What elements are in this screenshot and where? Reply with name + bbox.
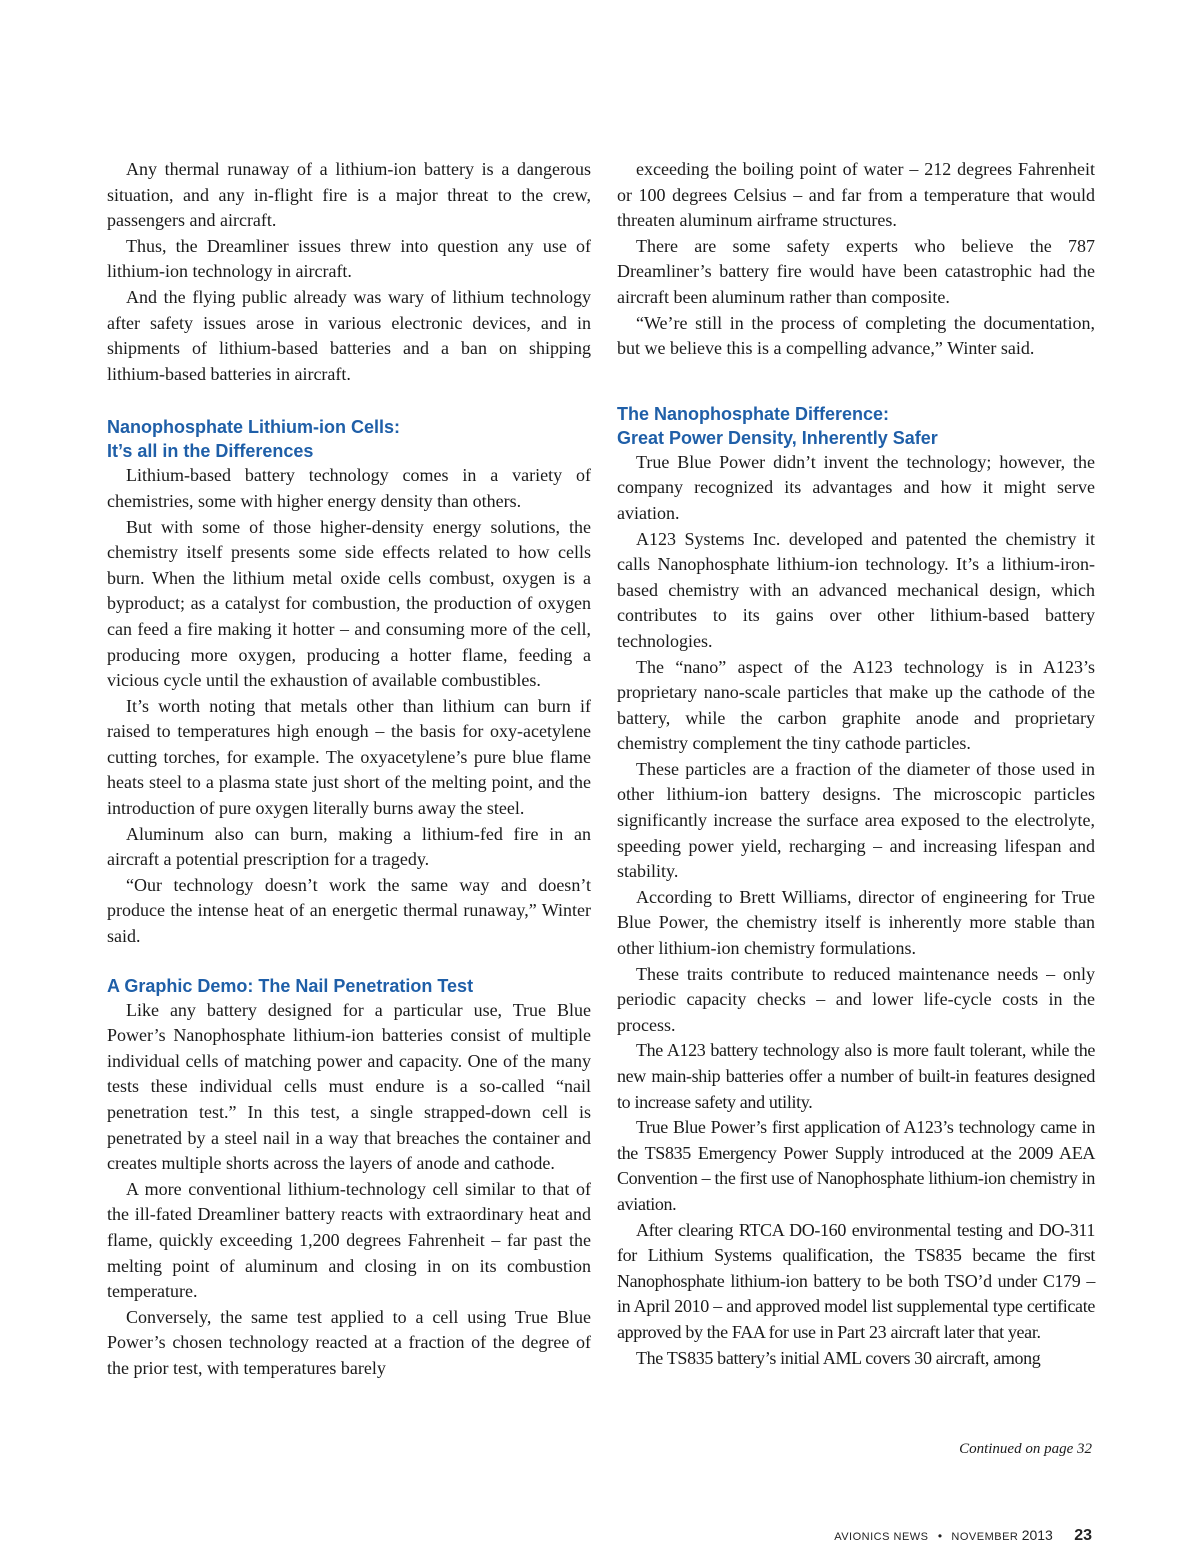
paragraph: These traits contribute to reduced maintenance needs – only periodic capacity checks – and lower life-cycle costs in the process. <box>617 963 1095 1035</box>
bullet-separator: • <box>937 1529 943 1543</box>
paragraph: Any thermal runaway of a lithium-ion battery is a dangerous situation, and any in-flight fire is a major threat to the crew, passengers and aircraft. <box>107 159 591 231</box>
paragraph: A more conventional lithium-technology cell similar to that of the ill-fated Dreamliner battery reacts with extraordinary heat and flame, quickly exceeding 1,200 degrees Fahrenheit – far past the melting point of aluminum and closing in on its combustion temperature. <box>107 1178 591 1302</box>
paragraph: True Blue Power’s first application of A123’s technology came in the TS835 Emergency Power Supply introduced at the 2009 AEA Convention – the first use of Nanophosphate lithium-ion chemistry in aviation. <box>617 1117 1095 1214</box>
paragraph: exceeding the boiling point of water – 212 degrees Fahrenheit or 100 degrees Celsius – and far from a temperature that would threaten aluminum airframe structures. <box>617 159 1095 231</box>
issue-month: NOVEMBER <box>951 1531 1019 1543</box>
continued-note: Continued on page 32 <box>959 1441 1092 1457</box>
paragraph: These particles are a fraction of the diameter of those used in other lithium-ion battery designs. The microscopic particles significantly increase the surface area exposed to the electrolyte, speeding power yield, recharging – and increasing lifespan and stability. <box>617 758 1095 882</box>
section-heading-nanophosphate-cells <box>107 415 591 463</box>
paragraph: Like any battery designed for a particular use, True Blue Power’s Nanophosphate lithium-ion batteries consist of multiple individual cells of matching power and capacity. One of the many tests these individual cells must endure is a so-called “nail penetration test.” In this test, a single strapped-down cell is penetrated by a steel nail in a way that breaches the container and creates multiple shorts across the layers of anode and cathode. <box>107 999 591 1174</box>
heading-line: The Nanophosphate Difference: <box>617 403 890 424</box>
paragraph: A123 Systems Inc. developed and patented the chemistry it calls Nanophosphate lithium-ion technology. It’s a lithium-iron-based chemistry with an advanced mechanical design, which contributes to its gains over other lithium-based battery technologies. <box>617 528 1095 651</box>
left-column <box>107 157 591 1382</box>
publication-name: AVIONICS NEWS <box>834 1531 929 1543</box>
paragraph: It’s worth noting that metals other than lithium can burn if raised to temperatures high enough – the basis for oxy-acetylene cutting torches, for example. The oxyacetylene’s pure blue flame heats steel to a plasma state just short of the melting point, and the introduction of pure oxygen literally burns away the steel. <box>107 695 591 819</box>
page-footer <box>700 1527 1092 1545</box>
paragraph: Aluminum also can burn, making a lithium-fed fire in an aircraft a potential prescription for a tragedy. <box>107 823 591 870</box>
paragraph: According to Brett Williams, director of engineering for True Blue Power, the chemistry itself is inherently more stable than other lithium-ion chemistry formulations. <box>617 886 1095 959</box>
paragraph: True Blue Power didn’t invent the technology; however, the company recognized its advantages and how it might serve aviation. <box>617 451 1095 523</box>
issue-year: 2013 <box>1021 1527 1053 1543</box>
paragraph: “Our technology doesn’t work the same way and doesn’t produce the intense heat of an energetic thermal runaway,” Winter said. <box>107 874 591 947</box>
section-heading-nail-test: A Graphic Demo: The Nail Penetration Test <box>107 975 474 996</box>
paragraph: But with some of those higher-density energy solutions, the chemistry itself presents some side effects related to how cells burn. When the lithium metal oxide cells combust, oxygen is a byproduct; as a catalyst for combustion, the production of oxygen can feed a fire making it hotter – and consuming more of the cell, producing more oxygen, producing a hotter flame, feeding a vicious cycle until the exhaustion of available combustibles. <box>107 516 591 691</box>
paragraph: The “nano” aspect of the A123 technology is in A123’s proprietary nano-scale particles that make up the cathode of the battery, while the carbon graphite anode and proprietary chemistry complement the tiny cathode particles. <box>617 656 1095 754</box>
section-heading-nanophosphate-difference <box>617 402 1095 450</box>
paragraph: The A123 battery technology also is more fault tolerant, while the new main-ship batteries offer a number of built-in features designed to increase safety and utility. <box>617 1040 1095 1112</box>
heading-line: Great Power Density, Inherently Safer <box>617 427 938 448</box>
paragraph: “We’re still in the process of completing the documentation, but we believe this is a compelling advance,” Winter said. <box>617 312 1095 359</box>
paragraph: Thus, the Dreamliner issues threw into question any use of lithium-ion technology in aircraft. <box>107 235 591 282</box>
heading-line: Nanophosphate Lithium-ion Cells: <box>107 417 400 438</box>
paragraph: And the flying public already was wary of lithium technology after safety issues arose in various electronic devices, and in shipments of lithium-based batteries and a ban on shipping lithium-based batteries in aircraft. <box>107 286 591 384</box>
paragraph: After clearing RTCA DO-160 environmental testing and DO-311 for Lithium Systems qualification, the TS835 became the first Nanophosphate lithium-ion battery to be both TSO’d under C179 – in April 2010 – and approved model list supplemental type certificate approved by the FAA for use in Part 23 aircraft later that year. <box>617 1219 1095 1342</box>
paragraph: The TS835 battery’s initial AML covers 30 aircraft, among <box>636 1347 1041 1368</box>
heading-line: It’s all in the Differences <box>107 441 314 462</box>
right-column <box>617 157 1095 1371</box>
page-number: 23 <box>1074 1527 1092 1544</box>
paragraph: There are some safety experts who believe the 787 Dreamliner’s battery fire would have been catastrophic had the aircraft been aluminum rather than composite. <box>617 235 1095 307</box>
paragraph: Lithium-based battery technology comes in a variety of chemistries, some with higher energy density than others. <box>107 465 591 511</box>
paragraph: Conversely, the same test applied to a cell using True Blue Power’s chosen technology reacted at a fraction of the degree of the prior test, with temperatures barely <box>107 1306 591 1378</box>
